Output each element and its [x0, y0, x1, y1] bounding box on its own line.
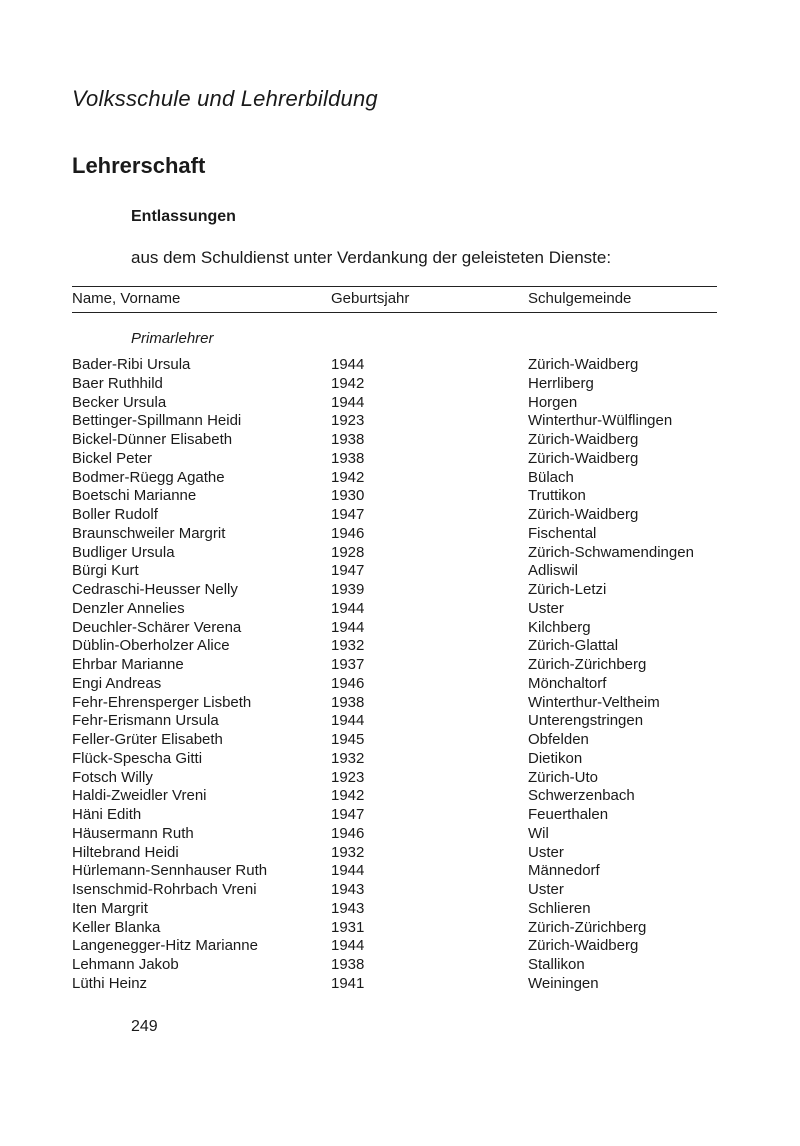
- teacher-list: [0, 356, 800, 994]
- cell-name: Isenschmid-Rohrbach Vreni: [72, 881, 257, 898]
- header-school-district: Schulgemeinde: [528, 290, 632, 307]
- table-row: [0, 956, 800, 975]
- intro-text: aus dem Schuldienst unter Verdankung der geleisteten Dienste:: [131, 248, 612, 267]
- running-head: Volksschule und Lehrerbildung: [72, 86, 378, 111]
- cell-name: Feller-Grüter Elisabeth: [72, 731, 223, 748]
- cell-school-district: Weiningen: [528, 974, 599, 992]
- cell-birth-year: 1947: [331, 562, 365, 580]
- cell-name: Budliger Ursula: [72, 543, 175, 561]
- cell-birth-year: 1946: [331, 524, 365, 542]
- cell-name: Cedraschi-Heusser Nelly: [72, 581, 238, 598]
- cell-school-district: Zürich-Zürichberg: [528, 918, 647, 936]
- cell-birth-year: 1945: [331, 731, 365, 748]
- subsection-title: Entlassungen: [131, 208, 236, 225]
- table-row: [0, 694, 800, 713]
- cell-name: Boetschi Marianne: [72, 487, 197, 505]
- table-top-rule: [72, 286, 717, 287]
- cell-name: Engi Andreas: [72, 674, 162, 692]
- table-row: [0, 806, 800, 825]
- cell-birth-year: 1931: [331, 918, 365, 936]
- cell-birth-year: 1944: [331, 937, 365, 955]
- table-row: [0, 562, 800, 581]
- cell-birth-year: 1946: [331, 824, 365, 842]
- table-row: [0, 450, 800, 469]
- table-row: [0, 731, 800, 750]
- cell-school-district: Unterengstringen: [528, 712, 644, 730]
- cell-school-district: Uster: [528, 599, 564, 617]
- cell-name: Bader-Ribi Ursula: [72, 356, 191, 373]
- cell-school-district: Obfelden: [528, 731, 589, 748]
- cell-birth-year: 1923: [331, 768, 365, 786]
- table-row: [0, 844, 800, 863]
- cell-name: Flück-Spescha Gitti: [72, 749, 203, 767]
- table-row: [0, 356, 800, 375]
- cell-school-district: Horgen: [528, 393, 578, 411]
- cell-name: Iten Margrit: [72, 899, 148, 917]
- cell-name: Bettinger-Spillmann Heidi: [72, 412, 242, 430]
- cell-birth-year: 1947: [331, 806, 365, 823]
- cell-school-district: Herrliberg: [528, 374, 594, 392]
- table-row: [0, 506, 800, 525]
- cell-birth-year: 1944: [331, 618, 365, 636]
- table-row: [0, 862, 800, 881]
- cell-school-district: Fischental: [528, 524, 597, 542]
- cell-school-district: Winterthur-Wülflingen: [528, 412, 673, 430]
- cell-birth-year: 1938: [331, 693, 365, 711]
- cell-birth-year: 1942: [331, 787, 365, 805]
- cell-school-district: Zürich-Letzi: [528, 581, 607, 598]
- cell-name: Düblin-Oberholzer Alice: [72, 637, 230, 655]
- cell-name: Lüthi Heinz: [72, 974, 148, 992]
- cell-school-district: Truttikon: [528, 487, 586, 505]
- cell-school-district: Zürich-Uto: [528, 768, 599, 786]
- cell-birth-year: 1944: [331, 712, 365, 730]
- table-row: [0, 431, 800, 450]
- cell-birth-year: 1943: [331, 881, 365, 898]
- cell-school-district: Schlieren: [528, 899, 591, 917]
- table-row: [0, 769, 800, 788]
- table-row: [0, 600, 800, 619]
- cell-school-district: Kilchberg: [528, 618, 591, 636]
- table-row: [0, 900, 800, 919]
- table-row: [0, 675, 800, 694]
- table-row: [0, 937, 800, 956]
- cell-name: Becker Ursula: [72, 393, 167, 411]
- cell-school-district: Zürich-Waidberg: [528, 506, 639, 523]
- cell-birth-year: 1944: [331, 356, 365, 373]
- cell-school-district: Zürich-Waidberg: [528, 937, 639, 955]
- cell-school-district: Schwerzenbach: [528, 787, 635, 805]
- table-row: [0, 881, 800, 900]
- cell-birth-year: 1932: [331, 749, 365, 767]
- cell-name: Denzler Annelies: [72, 599, 185, 617]
- cell-birth-year: 1941: [331, 974, 365, 992]
- cell-school-district: Zürich-Waidberg: [528, 356, 639, 373]
- cell-name: Hiltebrand Heidi: [72, 843, 179, 861]
- table-row: [0, 375, 800, 394]
- cell-school-district: Winterthur-Veltheim: [528, 693, 660, 711]
- cell-school-district: Dietikon: [528, 749, 583, 767]
- cell-name: Häni Edith: [72, 806, 142, 823]
- cell-birth-year: 1944: [331, 862, 365, 880]
- cell-name: Braunschweiler Margrit: [72, 524, 226, 542]
- cell-school-district: Zürich-Waidberg: [528, 431, 639, 448]
- cell-birth-year: 1947: [331, 506, 365, 523]
- cell-name: Häusermann Ruth: [72, 824, 194, 842]
- cell-school-district: Uster: [528, 843, 564, 861]
- cell-school-district: Zürich-Glattal: [528, 637, 619, 655]
- header-name: Name, Vorname: [72, 290, 181, 307]
- cell-name: Fehr-Erismann Ursula: [72, 712, 219, 730]
- cell-birth-year: 1928: [331, 543, 365, 561]
- cell-school-district: Feuerthalen: [528, 806, 609, 823]
- cell-school-district: Adliswil: [528, 562, 579, 580]
- cell-birth-year: 1944: [331, 393, 365, 411]
- cell-name: Bickel Peter: [72, 449, 153, 467]
- table-row: [0, 544, 800, 563]
- cell-name: Deuchler-Schärer Verena: [72, 618, 242, 636]
- table-row: [0, 487, 800, 506]
- cell-name: Haldi-Zweidler Vreni: [72, 787, 207, 805]
- table-row: [0, 919, 800, 938]
- cell-birth-year: 1938: [331, 431, 365, 448]
- table-row: [0, 656, 800, 675]
- cell-school-district: Bülach: [528, 468, 574, 486]
- cell-birth-year: 1943: [331, 899, 365, 917]
- group-label: Primarlehrer: [131, 330, 214, 347]
- cell-birth-year: 1923: [331, 412, 365, 430]
- cell-name: Langenegger-Hitz Marianne: [72, 937, 258, 955]
- table-row: [0, 394, 800, 413]
- cell-birth-year: 1942: [331, 468, 365, 486]
- table-row: [0, 637, 800, 656]
- cell-name: Bodmer-Rüegg Agathe: [72, 468, 225, 486]
- cell-birth-year: 1946: [331, 674, 365, 692]
- table-row: [0, 581, 800, 600]
- page-number: 249: [131, 1018, 158, 1035]
- section-title: Lehrerschaft: [72, 153, 206, 178]
- cell-school-district: Uster: [528, 881, 564, 898]
- header-birth-year: Geburtsjahr: [331, 290, 410, 307]
- cell-birth-year: 1932: [331, 843, 365, 861]
- cell-birth-year: 1944: [331, 599, 365, 617]
- cell-birth-year: 1939: [331, 581, 365, 598]
- cell-name: Fotsch Willy: [72, 768, 153, 786]
- cell-name: Lehmann Jakob: [72, 956, 179, 973]
- table-row: [0, 825, 800, 844]
- cell-name: Fehr-Ehrensperger Lisbeth: [72, 693, 252, 711]
- cell-birth-year: 1938: [331, 956, 365, 973]
- cell-name: Bickel-Dünner Elisabeth: [72, 431, 233, 448]
- cell-birth-year: 1938: [331, 449, 365, 467]
- cell-school-district: Wil: [528, 824, 549, 842]
- cell-birth-year: 1937: [331, 656, 365, 673]
- cell-name: Hürlemann-Sennhauser Ruth: [72, 862, 268, 880]
- cell-birth-year: 1932: [331, 637, 365, 655]
- cell-name: Boller Rudolf: [72, 506, 158, 523]
- table-row: [0, 750, 800, 769]
- table-row: [0, 469, 800, 488]
- cell-school-district: Männedorf: [528, 862, 600, 880]
- table-row: [0, 712, 800, 731]
- cell-school-district: Zürich-Schwamendingen: [528, 543, 694, 561]
- cell-school-district: Mönchaltorf: [528, 674, 607, 692]
- cell-birth-year: 1942: [331, 374, 365, 392]
- cell-name: Keller Blanka: [72, 918, 161, 936]
- cell-school-district: Zürich-Zürichberg: [528, 656, 647, 673]
- table-row: [0, 787, 800, 806]
- cell-name: Baer Ruthhild: [72, 374, 163, 392]
- cell-school-district: Stallikon: [528, 956, 585, 973]
- table-header-rule: [72, 312, 717, 313]
- cell-school-district: Zürich-Waidberg: [528, 449, 639, 467]
- table-row: [0, 412, 800, 431]
- table-row: [0, 975, 800, 994]
- table-row: [0, 525, 800, 544]
- cell-name: Ehrbar Marianne: [72, 656, 184, 673]
- table-row: [0, 619, 800, 638]
- cell-name: Bürgi Kurt: [72, 562, 139, 580]
- cell-birth-year: 1930: [331, 487, 365, 505]
